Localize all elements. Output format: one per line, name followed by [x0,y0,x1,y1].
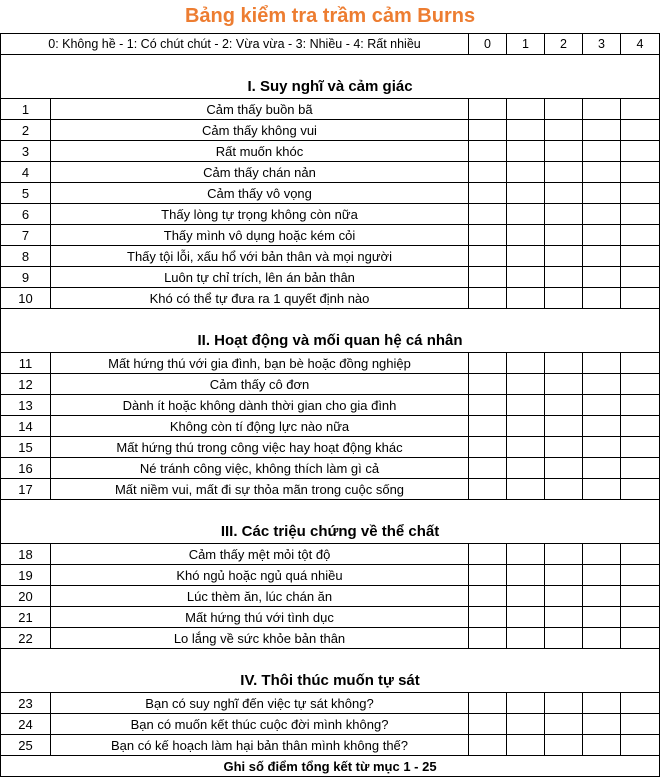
item-question: Cảm thấy cô đơn [51,374,469,395]
score-cell-2[interactable] [545,395,583,416]
score-cell-1[interactable] [507,416,545,437]
score-cell-3[interactable] [583,204,621,225]
item-number: 4 [1,162,51,183]
item-question: Mất hứng thú với gia đình, bạn bè hoặc đồng nghiệp [51,353,469,374]
item-number: 15 [1,437,51,458]
score-cell-3[interactable] [583,628,621,649]
score-cell-1[interactable] [507,141,545,162]
item-question: Dành ít hoặc không dành thời gian cho gia đình [51,395,469,416]
table-row [1,565,660,586]
score-cell-1[interactable] [507,437,545,458]
score-cell-2[interactable] [545,183,583,204]
item-question: Cảm thấy chán nản [51,162,469,183]
scale-header-1: 1 [507,34,545,55]
item-number: 14 [1,416,51,437]
table-row [1,246,660,267]
table-row [1,183,660,204]
score-cell-4[interactable] [621,353,660,374]
scale-header-4: 4 [621,34,660,55]
table-row [1,416,660,437]
score-cell-4[interactable] [621,586,660,607]
section-row [1,500,660,544]
score-cell-0[interactable] [469,353,507,374]
scale-header-3: 3 [583,34,621,55]
item-question: Cảm thấy vô vọng [51,183,469,204]
item-question: Mất hứng thú trong công việc hay hoạt động khác [51,437,469,458]
table-row [1,267,660,288]
score-cell-0[interactable] [469,204,507,225]
score-cell-4[interactable] [621,714,660,735]
scale-legend: 0: Không hề - 1: Có chút chút - 2: Vừa vừa - 3: Nhiều - 4: Rất nhiều [1,34,469,55]
score-cell-1[interactable] [507,693,545,714]
score-cell-0[interactable] [469,693,507,714]
score-cell-3[interactable] [583,99,621,120]
score-cell-1[interactable] [507,628,545,649]
score-cell-4[interactable] [621,693,660,714]
score-cell-2[interactable] [545,141,583,162]
table-row [1,479,660,500]
score-cell-3[interactable] [583,374,621,395]
score-cell-2[interactable] [545,544,583,565]
score-cell-4[interactable] [621,374,660,395]
item-number: 20 [1,586,51,607]
table-row [1,693,660,714]
item-question: Khó có thể tự đưa ra 1 quyết định nào [51,288,469,309]
score-cell-1[interactable] [507,120,545,141]
score-cell-1[interactable] [507,183,545,204]
score-cell-4[interactable] [621,544,660,565]
score-cell-2[interactable] [545,693,583,714]
score-cell-3[interactable] [583,162,621,183]
item-number: 25 [1,735,51,756]
section-heading: IV. Thôi thúc muốn tự sát [1,649,660,693]
score-cell-4[interactable] [621,458,660,479]
score-cell-1[interactable] [507,374,545,395]
score-cell-1[interactable] [507,395,545,416]
item-question: Bạn có suy nghĩ đến việc tự sát không? [51,693,469,714]
score-cell-2[interactable] [545,267,583,288]
footer-row [1,756,660,777]
scale-header-2: 2 [545,34,583,55]
table-row [1,714,660,735]
item-question: Mất hứng thú với tình dục [51,607,469,628]
score-cell-2[interactable] [545,99,583,120]
score-cell-1[interactable] [507,99,545,120]
score-cell-3[interactable] [583,416,621,437]
table-row [1,437,660,458]
item-question: Thấy tội lỗi, xấu hổ với bản thân và mọi người [51,246,469,267]
item-number: 8 [1,246,51,267]
score-cell-2[interactable] [545,586,583,607]
score-cell-1[interactable] [507,225,545,246]
score-cell-3[interactable] [583,437,621,458]
item-question: Cảm thấy không vui [51,120,469,141]
item-number: 6 [1,204,51,225]
table-row [1,225,660,246]
score-cell-4[interactable] [621,141,660,162]
score-cell-3[interactable] [583,246,621,267]
item-number: 1 [1,99,51,120]
score-cell-2[interactable] [545,565,583,586]
score-cell-2[interactable] [545,437,583,458]
score-cell-1[interactable] [507,353,545,374]
score-cell-3[interactable] [583,714,621,735]
score-cell-4[interactable] [621,607,660,628]
item-number: 22 [1,628,51,649]
item-question: Mất niềm vui, mất đi sự thỏa mãn trong cuộc sống [51,479,469,500]
table-row [1,288,660,309]
score-cell-0[interactable] [469,374,507,395]
item-number: 2 [1,120,51,141]
item-number: 18 [1,544,51,565]
item-number: 13 [1,395,51,416]
score-cell-0[interactable] [469,735,507,756]
page-title: Bảng kiểm tra trầm cảm Burns [1,0,660,34]
table-row [1,374,660,395]
item-question: Thấy mình vô dụng hoặc kém cỏi [51,225,469,246]
table-row [1,586,660,607]
item-question: Rất muốn khóc [51,141,469,162]
score-cell-0[interactable] [469,395,507,416]
score-cell-0[interactable] [469,479,507,500]
legend-row [1,34,660,55]
table-row [1,204,660,225]
score-cell-2[interactable] [545,204,583,225]
item-question: Né tránh công việc, không thích làm gì cả [51,458,469,479]
item-number: 12 [1,374,51,395]
table-row [1,141,660,162]
section-heading: III. Các triệu chứng về thể chất [1,500,660,544]
item-number: 19 [1,565,51,586]
score-cell-4[interactable] [621,204,660,225]
score-cell-1[interactable] [507,586,545,607]
score-cell-0[interactable] [469,544,507,565]
score-cell-3[interactable] [583,458,621,479]
score-cell-4[interactable] [621,735,660,756]
score-cell-3[interactable] [583,288,621,309]
score-cell-2[interactable] [545,458,583,479]
score-cell-0[interactable] [469,288,507,309]
score-cell-2[interactable] [545,714,583,735]
score-cell-2[interactable] [545,225,583,246]
item-number: 17 [1,479,51,500]
score-cell-0[interactable] [469,267,507,288]
score-cell-3[interactable] [583,735,621,756]
item-question: Bạn có muốn kết thúc cuộc đời mình không? [51,714,469,735]
item-question: Lúc thèm ăn, lúc chán ăn [51,586,469,607]
score-cell-1[interactable] [507,458,545,479]
item-question: Bạn có kế hoạch làm hại bản thân mình không thế? [51,735,469,756]
item-question: Cảm thấy mệt mỏi tột độ [51,544,469,565]
score-cell-3[interactable] [583,267,621,288]
table-row [1,353,660,374]
item-question: Khó ngủ hoặc ngủ quá nhiều [51,565,469,586]
score-cell-3[interactable] [583,544,621,565]
score-cell-2[interactable] [545,246,583,267]
section-heading: I. Suy nghĩ và cảm giác [1,55,660,99]
scale-header-0: 0 [469,34,507,55]
score-cell-4[interactable] [621,162,660,183]
item-number: 23 [1,693,51,714]
score-cell-1[interactable] [507,714,545,735]
item-question: Không còn tí động lực nào nữa [51,416,469,437]
section-heading: II. Hoạt động và mối quan hệ cá nhân [1,309,660,353]
score-cell-4[interactable] [621,395,660,416]
score-cell-1[interactable] [507,479,545,500]
item-number: 7 [1,225,51,246]
score-cell-2[interactable] [545,735,583,756]
score-cell-2[interactable] [545,162,583,183]
score-cell-4[interactable] [621,225,660,246]
score-cell-0[interactable] [469,225,507,246]
score-cell-0[interactable] [469,416,507,437]
score-cell-4[interactable] [621,99,660,120]
item-number: 5 [1,183,51,204]
score-cell-1[interactable] [507,267,545,288]
score-cell-3[interactable] [583,565,621,586]
score-cell-0[interactable] [469,458,507,479]
score-cell-1[interactable] [507,246,545,267]
title-row [1,0,660,34]
item-number: 9 [1,267,51,288]
table-row [1,607,660,628]
score-cell-3[interactable] [583,607,621,628]
score-cell-3[interactable] [583,183,621,204]
score-cell-3[interactable] [583,141,621,162]
score-cell-0[interactable] [469,628,507,649]
table-row [1,99,660,120]
score-cell-4[interactable] [621,183,660,204]
score-cell-2[interactable] [545,628,583,649]
score-cell-1[interactable] [507,735,545,756]
score-cell-2[interactable] [545,374,583,395]
item-question: Luôn tự chỉ trích, lên án bản thân [51,267,469,288]
item-number: 10 [1,288,51,309]
score-cell-0[interactable] [469,246,507,267]
score-cell-2[interactable] [545,120,583,141]
score-cell-1[interactable] [507,204,545,225]
item-number: 11 [1,353,51,374]
score-cell-4[interactable] [621,416,660,437]
item-question: Thấy lòng tự trọng không còn nữa [51,204,469,225]
score-cell-0[interactable] [469,99,507,120]
score-cell-1[interactable] [507,288,545,309]
score-cell-2[interactable] [545,416,583,437]
score-cell-3[interactable] [583,353,621,374]
score-cell-4[interactable] [621,267,660,288]
score-cell-3[interactable] [583,120,621,141]
table-row [1,120,660,141]
score-cell-1[interactable] [507,162,545,183]
table-row [1,162,660,183]
score-cell-0[interactable] [469,714,507,735]
score-cell-2[interactable] [545,607,583,628]
score-cell-0[interactable] [469,183,507,204]
table-row [1,395,660,416]
score-cell-4[interactable] [621,437,660,458]
score-cell-4[interactable] [621,288,660,309]
score-cell-3[interactable] [583,586,621,607]
section-row [1,309,660,353]
score-cell-1[interactable] [507,544,545,565]
score-cell-4[interactable] [621,246,660,267]
score-cell-3[interactable] [583,479,621,500]
score-cell-0[interactable] [469,565,507,586]
score-cell-3[interactable] [583,395,621,416]
section-row [1,649,660,693]
score-cell-0[interactable] [469,586,507,607]
score-cell-0[interactable] [469,141,507,162]
score-cell-3[interactable] [583,225,621,246]
score-cell-2[interactable] [545,288,583,309]
score-cell-1[interactable] [507,607,545,628]
item-question: Lo lắng về sức khỏe bản thân [51,628,469,649]
score-cell-1[interactable] [507,565,545,586]
score-cell-0[interactable] [469,162,507,183]
score-cell-3[interactable] [583,693,621,714]
item-number: 24 [1,714,51,735]
total-score-label: Ghi số điểm tổng kết từ mục 1 - 25 [1,756,660,777]
item-number: 21 [1,607,51,628]
score-cell-0[interactable] [469,607,507,628]
table-row [1,628,660,649]
score-cell-4[interactable] [621,628,660,649]
score-cell-4[interactable] [621,479,660,500]
item-question: Cảm thấy buồn bã [51,99,469,120]
score-cell-2[interactable] [545,353,583,374]
score-cell-4[interactable] [621,565,660,586]
table-row [1,544,660,565]
item-number: 3 [1,141,51,162]
score-cell-0[interactable] [469,120,507,141]
table-row [1,458,660,479]
section-row [1,55,660,99]
item-number: 16 [1,458,51,479]
table-row [1,735,660,756]
score-cell-2[interactable] [545,479,583,500]
score-cell-4[interactable] [621,120,660,141]
score-cell-0[interactable] [469,437,507,458]
